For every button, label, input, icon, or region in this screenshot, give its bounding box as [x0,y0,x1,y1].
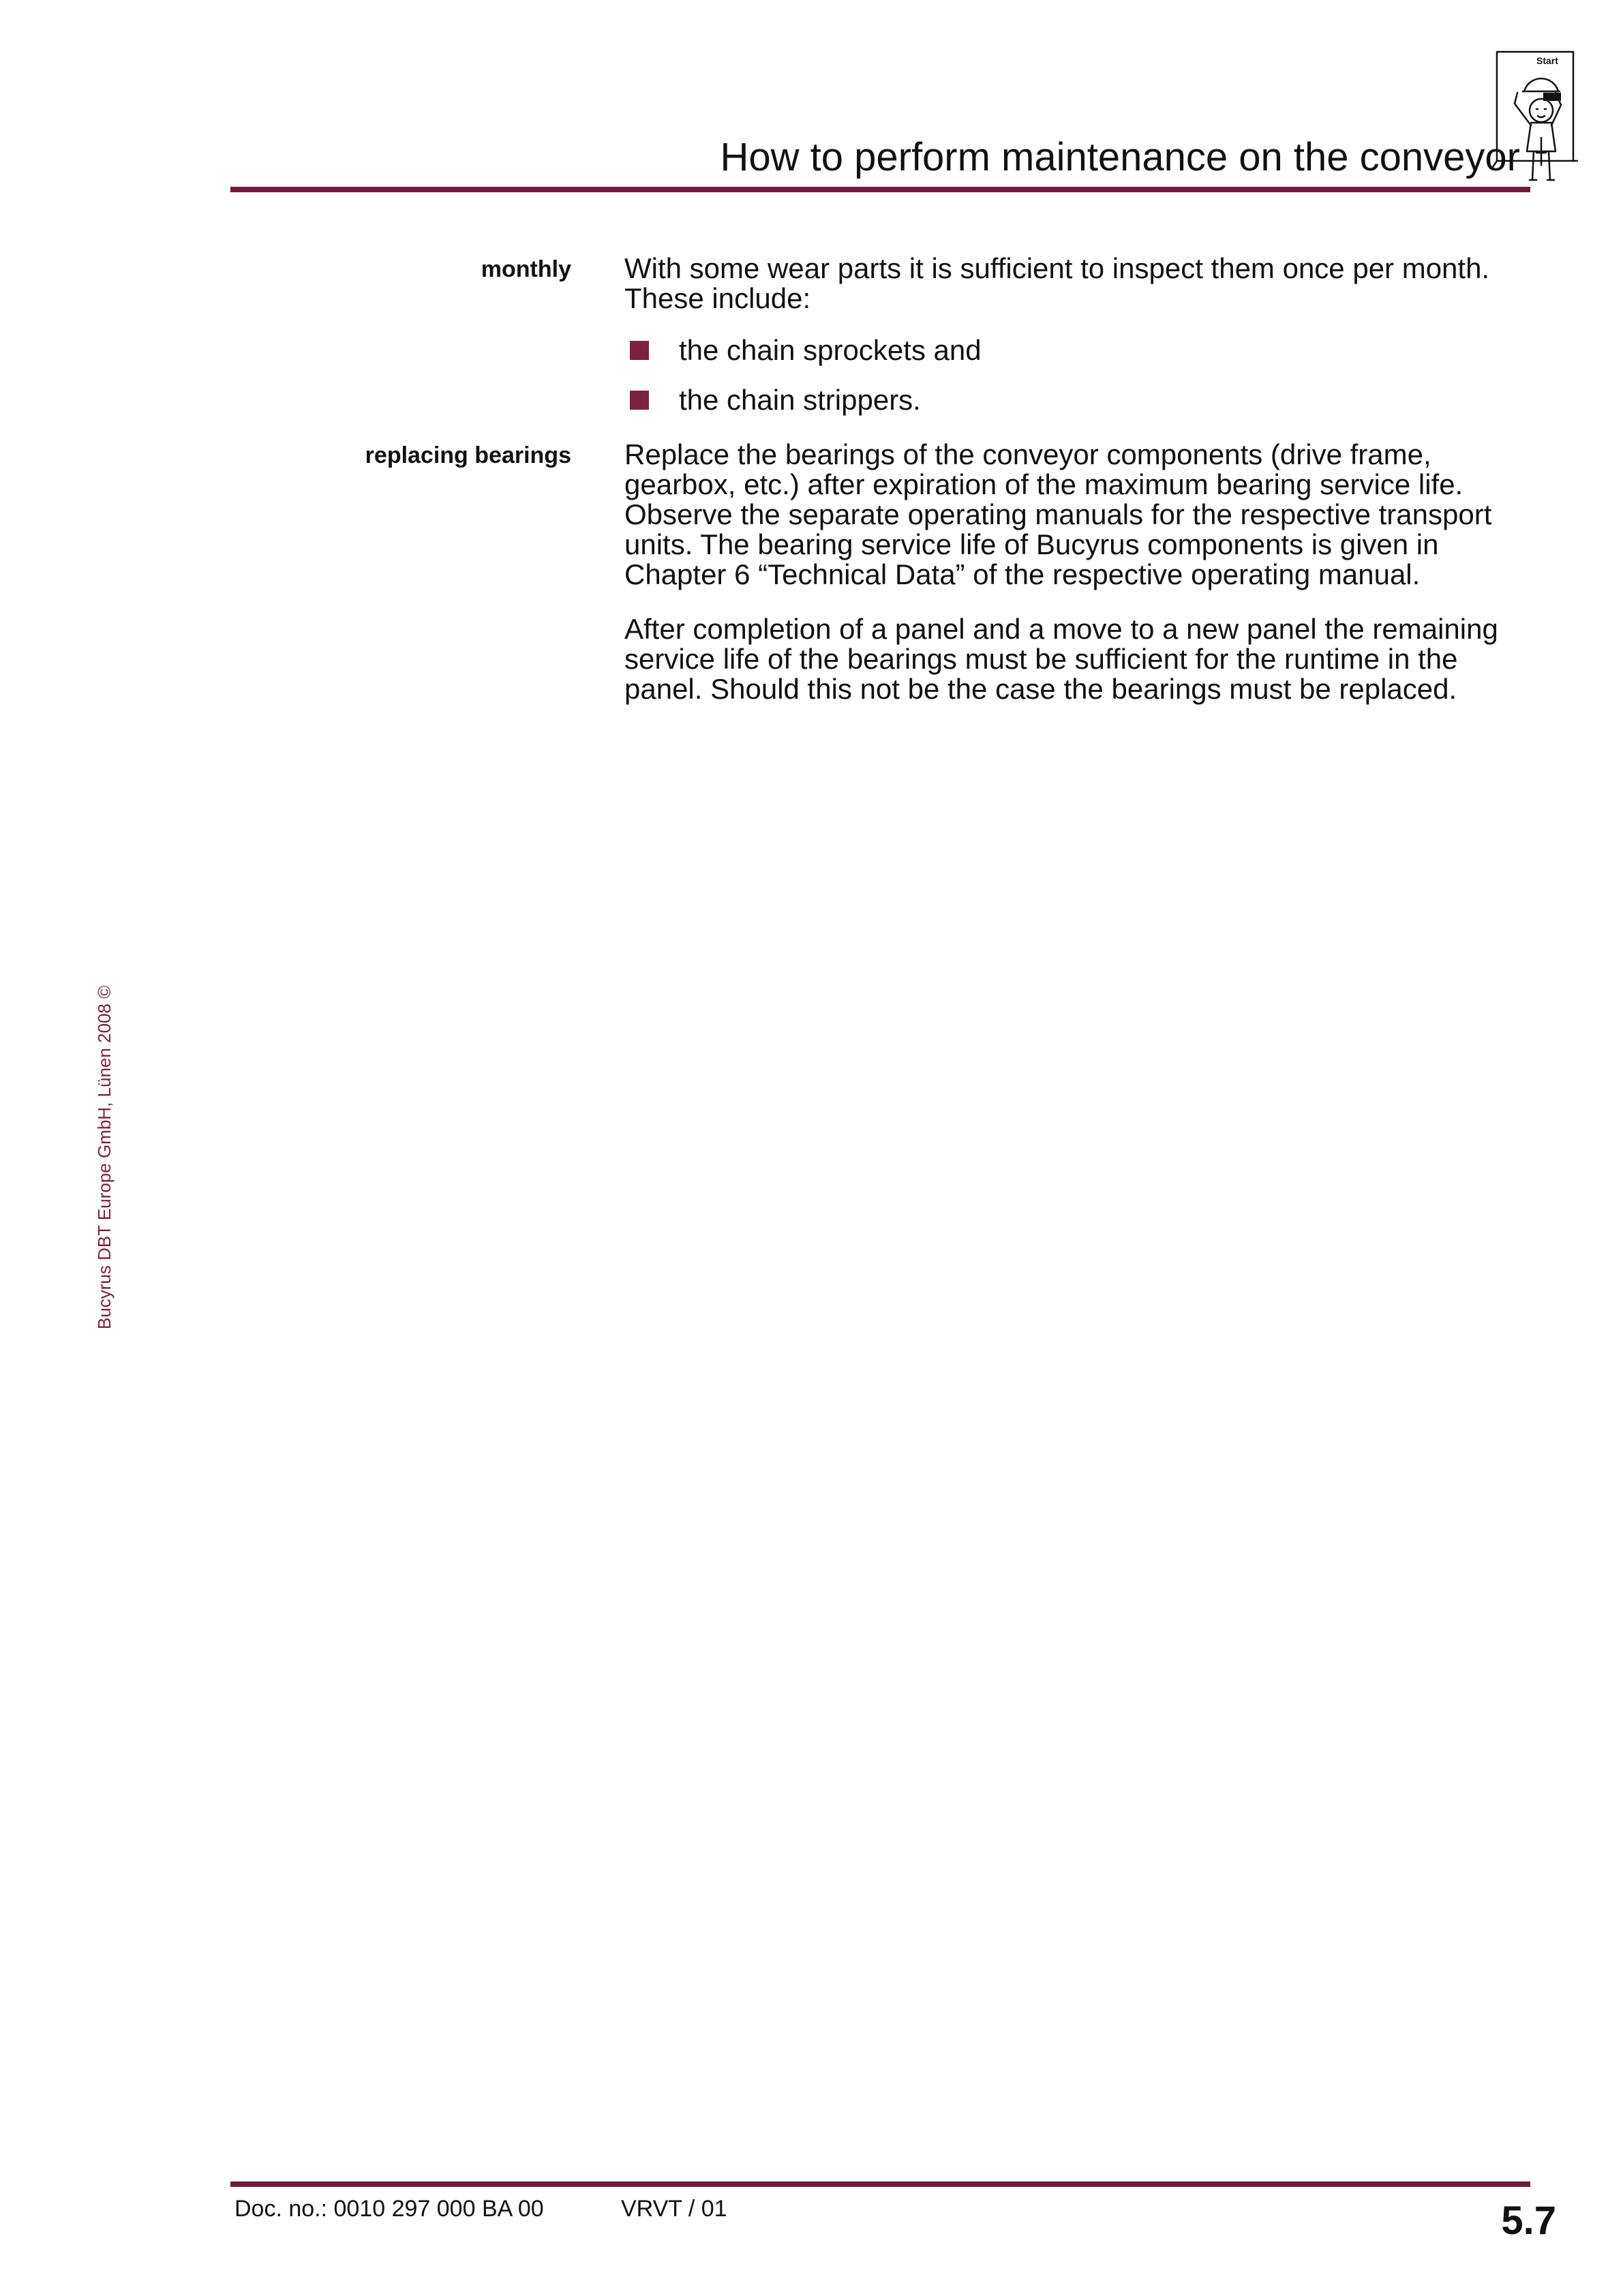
maintenance-worker-icon [1490,49,1579,185]
bullet-square-icon [630,341,649,360]
section-label-replacing-bearings: replacing bearings [365,442,571,468]
bearings-paragraph-2: After completion of a panel and a move to a new panel the remaining service life of the bearings must be sufficient for the runtime in the panel. Should this not be the case the bearings must be replaced. [624,613,1498,705]
list-item-text: the chain sprockets and [679,334,982,366]
footer-rule [230,2181,1530,2187]
header-rule [230,187,1530,192]
monthly-paragraph: With some wear parts it is sufficient to inspect them once per month. These include: [624,252,1490,314]
list-item-text: the chain strippers. [679,384,921,416]
list-item [624,385,921,415]
page-title: How to perform maintenance on the conveyor [720,135,1520,179]
badge-tag [1543,93,1561,101]
monthly-intro-text [624,254,1530,314]
footer-doc-number: Doc. no.: 0010 297 000 BA 00 [234,2196,544,2222]
bearings-paragraph-1: Replace the bearings of the conveyor components (drive frame, gearbox, etc.) after expiration of the maximum bearing service life. Observe the separate operating manuals for the respective transport units. The bearing service life of Bucyrus components is given in Chapter 6 “Technical Data” of the respective operating manual. [624,438,1492,590]
side-copyright: Bucyrus DBT Europe GmbH, Lünen 2008 © [94,985,115,1329]
bullet-square-icon [630,391,649,410]
bearings-text [624,440,1530,704]
badge-label: Start [1536,55,1558,66]
list-item [624,335,982,365]
section-label-monthly: monthly [481,256,571,282]
footer-version: VRVT / 01 [621,2196,727,2222]
page-number: 5.7 [1501,2199,1556,2243]
